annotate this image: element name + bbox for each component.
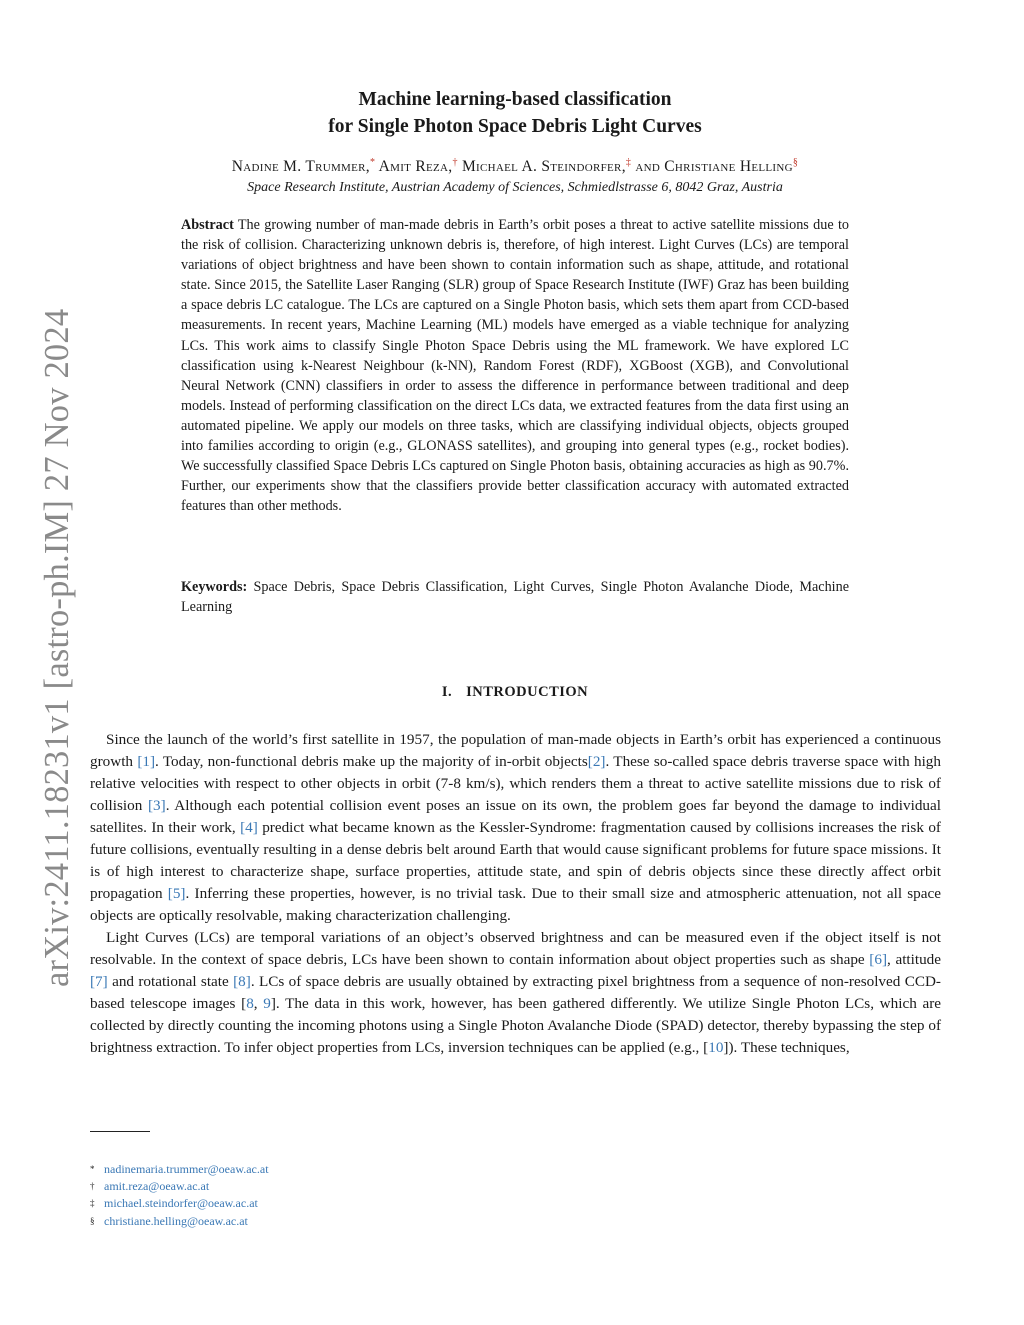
footnotes [90, 1161, 690, 1230]
abstract-text: The growing number of man-made debris in Earth’s orbit poses a threat to active satellite missions due to the risk of collision. Characterizing unknown debris is, therefore, of high interest. Light Curves (LCs) are temporal variations of object brightness and have been shown to contain information such as shape, attitude, and rotational state. Since 2015, the Satellite Laser Ranging (SLR) group of Space Research Institute (IWF) Graz has been building a space debris LC catalogue. The LCs are captured on a Single Photon basis, which sets them apart from CCD-based measurements. In recent years, Machine Learning (ML) models have emerged as a viable technique for analyzing LCs. This work aims to classify Single Photon Space Debris using the ML framework. We have explored LC classification using k-Nearest Neighbour (k-NN), Random Forest (RDF), XGBoost (XGB), and Convolutional Neural Network (CNN) classifiers in order to assess the difference in performance between traditional and deep models. Instead of performing classification on the direct LCs data, we extracted features from the data first using an automated pipeline. We apply our models on three tasks, which are classifying individual objects, objects grouped into families according to origin (e.g., GLONASS satellites), and grouping into general types (e.g., rocket bodies). We successfully classified Space Debris LCs captured on Single Photon basis, obtaining accuracies as high as 90.7%. Further, our experiments show that the classifiers provide better classification accuracy with automated extracted features than other methods. [181, 217, 850, 515]
citation-link[interactable]: [5] [167, 885, 186, 902]
keywords-label: Keywords: [181, 579, 248, 595]
citation-link[interactable]: 10 [708, 1039, 724, 1056]
text-run: predict what became known as the Kessler-Syndrome: fragmentation caused by collisions increases the risk of future collisions, eventually resulting in a dense debris belt around Earth that would cause significant problems for future space missions. It is of high interest to characterize shape, surface properties, attitude state, and spin of debris objects since these directly affect orbit propagation [90, 819, 941, 902]
arxiv-stamp-text: arXiv:2411.18231v1 [astro-ph.IM] 27 Nov 2024 [38, 308, 76, 987]
section-heading [90, 684, 940, 701]
paragraph-1 [90, 729, 941, 927]
paper-title [180, 86, 850, 140]
footnote [90, 1213, 690, 1230]
citation-link[interactable]: [2] [587, 753, 606, 770]
footnote-divider [90, 1131, 150, 1132]
email-link[interactable]: christiane.helling@oeaw.ac.at [104, 1213, 248, 1228]
footnote-mark: * [90, 1164, 95, 1174]
author-4: Christiane Helling [664, 158, 793, 176]
text-run: . Inferring these properties, however, is no trivial task. Due to their small size and atmospheric attenuation, not all space objects are optically resolvable, making characterization challenging. [90, 885, 941, 924]
text-run: and rotational state [107, 973, 234, 990]
text-run: , [253, 995, 264, 1012]
keywords [181, 577, 849, 617]
text-run: . Today, non-functional debris make up the majority of in-orbit objects [155, 753, 588, 770]
text-run: . Although each potential collision event poses an issue on its own, the problem goes far beyond the damage to individual satellites. In their work, [90, 797, 941, 836]
text-run: Since the launch of the world’s first satellite in 1957, the population of man-made objects in Earth’s orbit has experienced a continuous growth [90, 731, 941, 770]
footnote-mark: § [90, 1215, 95, 1226]
title-line-1: Machine learning-based classification [358, 89, 672, 110]
email-link[interactable]: michael.steindorfer@oeaw.ac.at [104, 1196, 258, 1211]
citation-link[interactable]: 9 [263, 995, 271, 1012]
text-run: , attitude [887, 951, 941, 968]
citation-link[interactable]: [3] [147, 797, 166, 814]
citation-link[interactable]: [6] [869, 951, 888, 968]
citation-link[interactable]: [4] [240, 819, 258, 836]
author-conjunction: and [635, 158, 661, 176]
author-1: Nadine M. Trummer, [231, 158, 370, 176]
author-3: Michael A. Steindorfer, [461, 158, 626, 176]
text-run: ]. The data in this work, however, has been gathered differently. We utilize Single Photon LCs, which are collected by directly counting the incoming photons using a Single Photon Avalanche Diode (SPAD) detector, thereby bypassing the step of brightness extraction. To infer object properties from LCs, inversion techniques can be applied (e.g., [ [90, 995, 942, 1056]
text-run: Light Curves (LCs) are temporal variations of an object’s observed brightness and can be measured even if the object itself is not resolvable. In the context of space debris, LCs have been shown to contain information about object properties such as shape [90, 929, 941, 968]
keywords-text: Space Debris, Space Debris Classification, Light Curves, Single Photon Avalanche Diode, Machine Learning [181, 579, 849, 616]
author-2: Amit Reza, [378, 158, 453, 176]
footnote [90, 1161, 690, 1178]
paragraph-2 [90, 927, 941, 1059]
citation-link[interactable]: 8 [246, 995, 254, 1012]
abstract [181, 215, 849, 516]
footnote [90, 1195, 690, 1212]
section-title: INTRODUCTION [466, 684, 589, 700]
text-run: ]). These techniques, [723, 1039, 850, 1056]
citation-link[interactable]: [7] [90, 973, 108, 990]
author-4-mark[interactable]: § [792, 157, 799, 168]
affiliation: Space Research Institute, Austrian Academy of Sciences, Schmiedlstrasse 6, 8042 Graz, Austria [247, 180, 783, 195]
footnote-mark: ‡ [90, 1198, 95, 1209]
text-run: . LCs of space debris are usually obtained by extracting pixel brightness from a sequence of non-resolved CCD-based telescope images [ [90, 973, 941, 1012]
citation-link[interactable]: [8] [233, 973, 251, 990]
author-3-mark[interactable]: ‡ [625, 157, 632, 168]
body-text [90, 729, 941, 1059]
footnote-mark: † [90, 1181, 95, 1192]
author-2-mark[interactable]: † [452, 157, 458, 168]
citation-link[interactable]: [1] [137, 753, 156, 770]
title-line-2: for Single Photon Space Debris Light Curves [328, 116, 702, 137]
author-list [90, 157, 940, 176]
author-1-mark[interactable]: * [369, 157, 376, 168]
text-run: . These so-called space debris traverse space with high relative velocities with respect to other objects in orbit (7-8 km/s), which renders them a threat to active satellite missions due to risk of collision [90, 753, 941, 814]
footnote [90, 1178, 690, 1195]
email-link[interactable]: nadinemaria.trummer@oeaw.ac.at [104, 1162, 269, 1176]
section-number: I. [441, 684, 453, 700]
email-link[interactable]: amit.reza@oeaw.ac.at [104, 1179, 210, 1194]
abstract-label: Abstract [181, 217, 234, 233]
